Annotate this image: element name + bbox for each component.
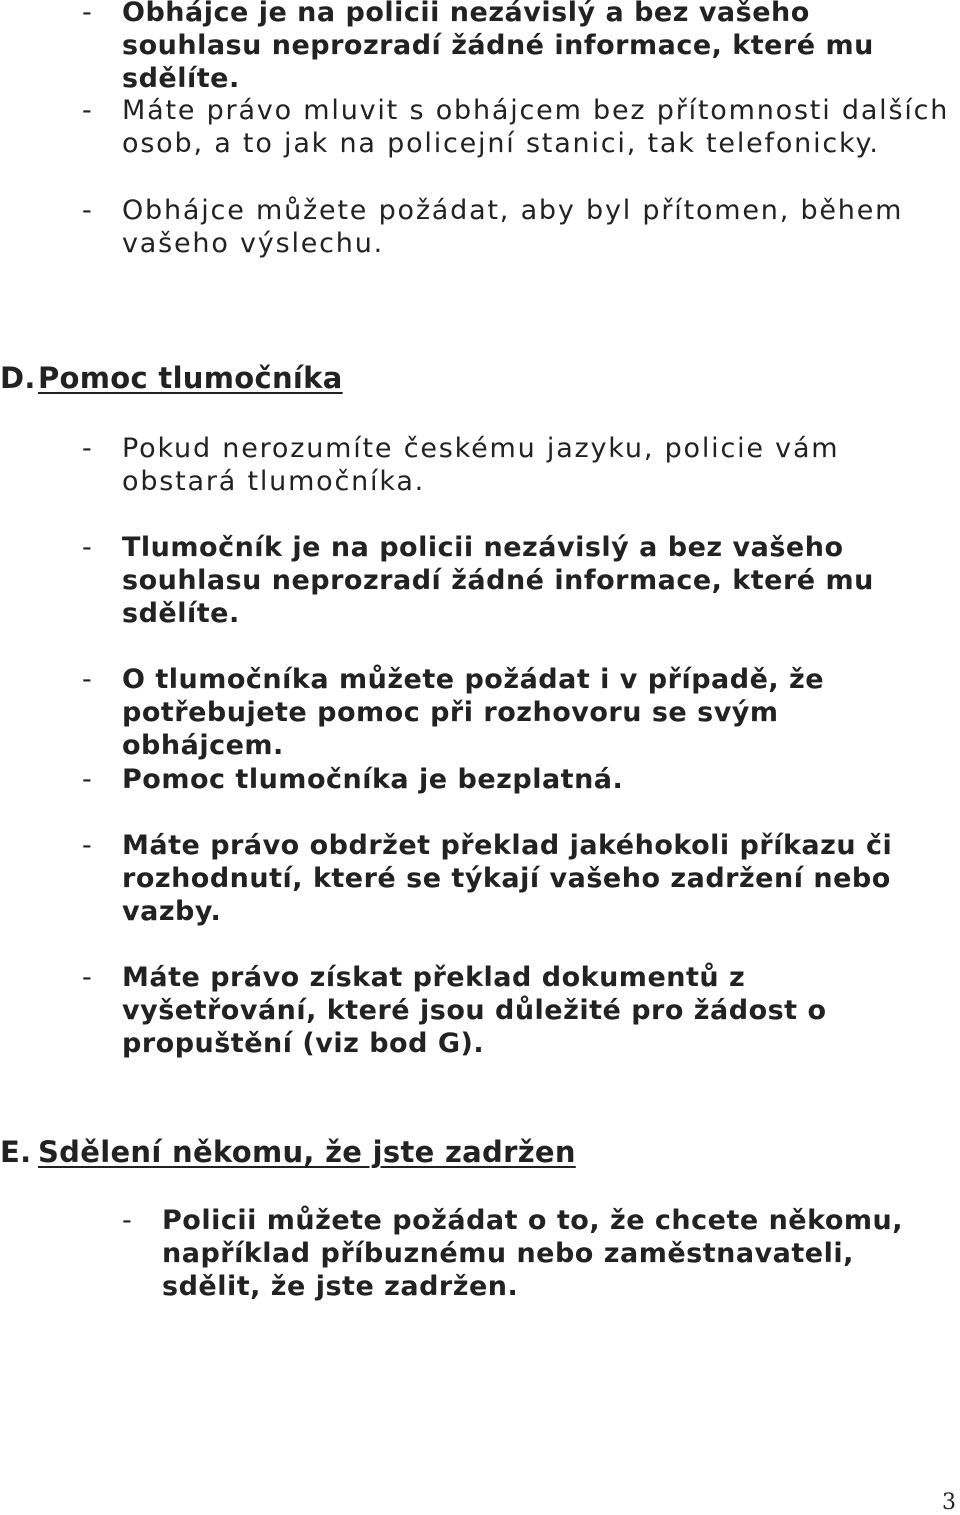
bullet-dash: - [82,764,93,795]
section-heading-d [0,360,343,396]
list-item-text: Pomoc tlumočníka je bezplatná. [122,764,624,795]
bullet-dash: - [82,664,93,695]
list-item [122,1204,950,1303]
section-title: Sdělení někomu, že jste zadržen [38,1135,576,1169]
list-item-text: Tlumočník je na policii nezávislý a bez vašeho souhlasu neprozradí žádné informace, které mu sdělíte. [122,532,874,629]
list-item [82,663,950,762]
section-letter: D. [0,361,36,395]
list-item [82,763,950,796]
list-item [82,432,950,498]
section-title: Pomoc tlumočníka [38,361,343,395]
list-item-text: Policii můžete požádat o to, že chcete někomu, například příbuznému nebo zaměstnavateli, sdělit, že jste zadržen. [162,1205,904,1302]
bullet-dash: - [82,962,93,993]
list-item [82,531,950,630]
list-item-text: Máte právo obdržet překlad jakéhokoli příkazu či rozhodnutí, které se týkají vašeho zadržení nebo vazby. [122,830,893,927]
list-item-text: Obhájce můžete požádat, aby byl přítomen, během vašeho výslechu. [122,195,904,259]
bullet-dash: - [82,195,93,226]
bullet-dash: - [82,433,93,464]
bullet-dash: - [82,830,93,861]
section-heading-e [0,1134,576,1170]
page-number: 3 [942,1490,956,1515]
bullet-dash: - [82,0,93,28]
list-item [82,961,950,1060]
list-item-text: O tlumočníka můžete požádat i v případě, že potřebujete pomoc při rozhovoru se svým obhájcem. [122,664,825,761]
bullet-dash: - [122,1205,133,1236]
list-item-text: Pokud nerozumíte českému jazyku, policie vám obstará tlumočníka. [122,433,840,497]
list-item [82,0,950,95]
section-letter: E. [0,1135,32,1169]
list-item-text: Máte právo mluvit s obhájcem bez přítomnosti dalších osob, a to jak na policejní stanici, tak telefonicky. [122,95,950,159]
bullet-dash: - [82,532,93,563]
list-item-text: Máte právo získat překlad dokumentů z vyšetřování, které jsou důležité pro žádost o propuštění (viz bod G). [122,962,827,1059]
bullet-dash: - [82,95,93,126]
list-item [82,94,950,160]
list-item [82,829,950,928]
list-item-text: Obhájce je na policii nezávislý a bez vašeho souhlasu neprozradí žádné informace, které mu sdělíte. [122,0,874,94]
list-item [82,194,950,260]
